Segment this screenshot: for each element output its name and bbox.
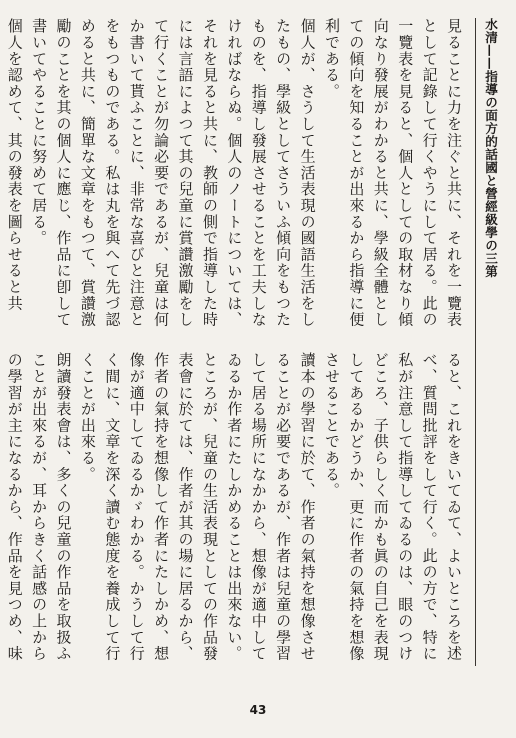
lower-paragraph-1: ると、これをきいてゐて、よいところを述べ、質問批評をして行く。此の方で、特に私が注意して指導してゐるのは、眼のつけどころ、子供らしく而かも眞の自己を表現してあるかどうか、更に作者の氣持を想像させることである。 [322, 352, 463, 662]
running-header: 水清——指導の面方的話國と營經級學の三第 [483, 18, 498, 278]
upper-paragraph-3: 個人を認めて、其の發表を圖らせると共 [5, 18, 24, 312]
page-number: 43 [249, 703, 267, 717]
header-divider [475, 18, 476, 666]
lower-paragraph-3: 朗讀發表會は、多くの兒童の作品を取扱ふことが出來るが、耳からきく話感の上からの學習が主になるから、作品を見つめ、味 [5, 352, 73, 662]
upper-paragraph-1: 見ることに力を注ぐと共に、それを一覽表として記錄して行くやうにして居る。此の一覽表を見ると、個人としての取材なり傾向なり發展がわかると共に、學級全體としての傾向を知ることが出來るから指導に便利である。 [322, 18, 463, 328]
upper-text-block [5, 18, 466, 328]
upper-paragraph-2: 個人が、さうして生活表現の國語生活をしたもの、學級としてさういふ傾向をもつたものを、指導し發展させることを工夫しなければならぬ。個人のノートについては、それを見ると共に、教師の側で指導した時には言語によつて其の兒童に賞讚激勵をして行くことが勿論必要であるが、兒童は何か書いて貰ふことに、非常な喜びと注意とをもつものである。私は丸を與へて先づ認めると共に、簡單な文章をもつて、賞讚激勵のことを其の個人に應じ、作品に卽して書いてやることに努めて居る。 [30, 18, 317, 328]
lower-paragraph-2: 讀本の學習に於て、作者の氣持を想像させることが必要であるが、作者は兒童の學習して居る場所になかから、想像が適中してゐるか作者にたしかめることは出來ない。ところが、兒童の生活表現としての作品發表會に於ては、作者が其の場に居るから、作者の氣持を想像して作者にたしかめ、想像が適中してゐるかゞわかる。かうして行く間に、文章を深く讀む態度を養成して行くことが出來る。 [78, 352, 317, 662]
lower-text-block [5, 352, 466, 672]
